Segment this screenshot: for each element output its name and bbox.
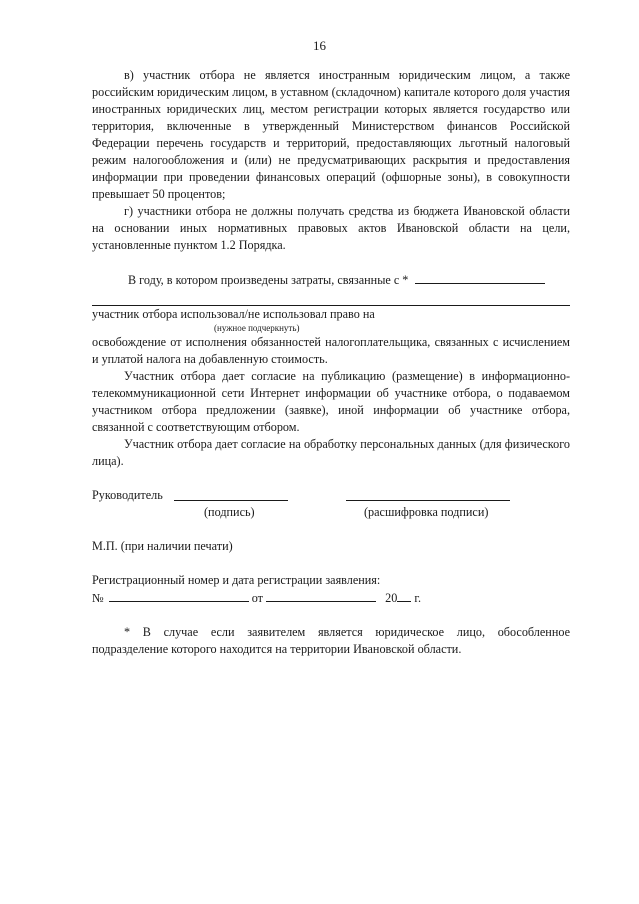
decoding-blank[interactable] bbox=[346, 488, 510, 501]
registration-number-blank[interactable] bbox=[109, 589, 249, 602]
signature-row bbox=[92, 487, 570, 504]
paragraph-g: г) участники отбора не должны получать средства из бюджета Ивановской области на основании иных нормативных правовых актов Ивановской области на цели, установленные пунктом 1.2 Порядка. bbox=[92, 204, 570, 252]
year-blank[interactable] bbox=[397, 589, 411, 602]
stamp-note: М.П. (при наличии печати) bbox=[92, 539, 233, 553]
year-line-text: В году, в котором произведены затраты, связанные с * bbox=[128, 273, 409, 287]
signature-captions bbox=[92, 504, 570, 521]
head-label: Руководитель bbox=[92, 488, 163, 502]
page-number: 16 bbox=[313, 38, 326, 53]
used-right-text: участник отбора использовал/не использовал право на bbox=[92, 307, 375, 321]
publication-consent: Участник отбора дает согласие на публикацию (размещение) в информационно-телекоммуникационной сети Интернет информации об участнике отбора, о подаваемом участником отбора предложении (заявке), иной информации об участнике отбора, связанной с соответствующим отбором. bbox=[92, 369, 570, 434]
spacer bbox=[92, 607, 570, 624]
signature-caption: (подпись) bbox=[204, 505, 255, 519]
underline-hint: (нужное подчеркнуть) bbox=[214, 323, 300, 333]
registration-row bbox=[92, 589, 570, 607]
spacer bbox=[92, 470, 570, 487]
spacer bbox=[92, 254, 570, 271]
signature-blank[interactable] bbox=[174, 488, 288, 501]
document-body bbox=[92, 67, 570, 658]
year-suffix: г. bbox=[414, 591, 421, 605]
number-sign: № bbox=[92, 591, 104, 605]
full-width-blank[interactable] bbox=[92, 289, 570, 306]
paragraph-v: в) участник отбора не является иностранным юридическим лицом, а также российским юридическим лицом, в уставном (складочном) капитале которого доля участия иностранных юридических лиц, местом регистрации которых является государство или территория, включенные в утвержденный Министерством финансов Российской Федерации перечень государств и территорий, предоставляющих льготный налоговый режим налогообложения и (или) не предусматривающих раскрытия и предоставления информации при проведении финансовых операций (офшорные зоны), в совокупности превышает 50 процентов; bbox=[92, 68, 570, 201]
registration-date-blank[interactable] bbox=[266, 589, 376, 602]
footnote: * В случае если заявителем является юридическое лицо, обособленное подразделение которого находится на территории Ивановской области. bbox=[92, 625, 570, 656]
decoding-caption: (расшифровка подписи) bbox=[364, 505, 489, 519]
registration-label: Регистрационный номер и дата регистрации заявления: bbox=[92, 573, 381, 587]
year-line bbox=[92, 271, 570, 289]
spacer bbox=[92, 555, 570, 572]
year-prefix: 20 bbox=[385, 591, 398, 605]
personal-data-consent: Участник отбора дает согласие на обработку персональных данных (для физического лица). bbox=[92, 437, 570, 468]
exemption-paragraph: освобождение от исполнения обязанностей налогоплательщика, связанных с исчислением и уплатой налога на добавленную стоимость. bbox=[92, 335, 570, 366]
expense-blank[interactable] bbox=[415, 271, 545, 284]
spacer bbox=[92, 521, 570, 538]
from-label: от bbox=[251, 591, 263, 605]
